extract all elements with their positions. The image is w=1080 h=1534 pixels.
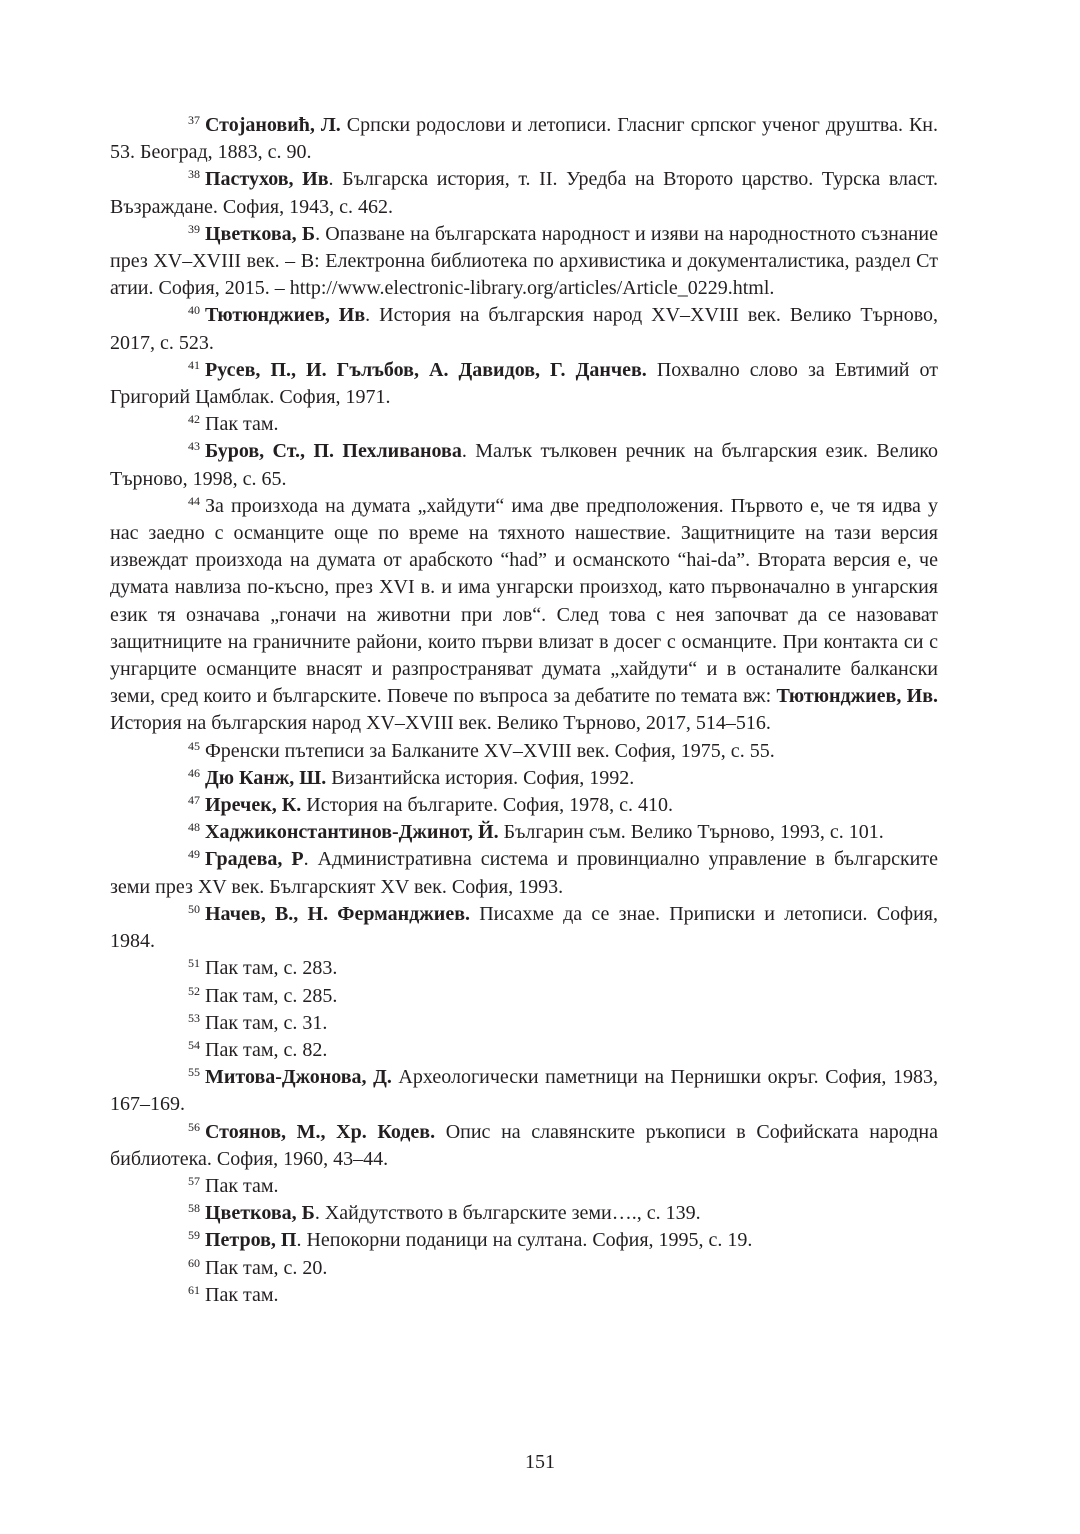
footnote [110,1119,938,1173]
footnote-author: Буров, Ст., П. Пехливанова [205,440,462,463]
footnote-number: 52 [188,983,200,998]
footnote-text: Пак там, с. 285. [205,984,338,1007]
footnote-number: 61 [188,1282,200,1297]
footnote-text: . Хайдутството в българските земи…., с. 139. [314,1202,701,1225]
footnote-text: Пак там. [205,413,279,436]
footnote-author: Тютюнджиев, Ив [205,304,366,327]
footnote-number: 47 [188,793,200,808]
footnote-text: Пак там, с. 20. [205,1256,328,1279]
footnote [110,1255,938,1282]
footnote-text: Византийска история. София, 1992. [326,766,635,789]
footnote [110,411,938,438]
footnote-author: Пастухов, Ив [205,168,329,191]
page-number: 151 [525,1451,555,1473]
footnote-number: 42 [188,412,200,427]
footnote [110,765,938,792]
footnote-number: 41 [188,357,200,372]
footnote-text: . История на българския народ XV–XVIII век. Велико Търново, 2017, с. 523. [110,304,938,354]
footnote-number: 44 [188,493,200,508]
footnote-text: История на българите. София, 1978, с. 410. [301,794,674,817]
footnote-number: 57 [188,1173,200,1188]
footnote-author: Цветкова, Б [205,222,316,245]
footnote [110,792,938,819]
footnote [110,846,938,900]
footnote-author: Петров, П [205,1229,297,1252]
footnote-text: . Българска история, т. II. Уредба на Второто царство. Турска власт. Възраждане. София, 1943, с. 462. [110,168,938,218]
footnote-number: 51 [188,956,200,971]
footnote [110,112,938,166]
footnote-text: Похвално слово за Евтимий от Григорий Цамблак. София, 1971. [110,358,938,409]
footnote [110,493,938,738]
footnote-number: 49 [188,847,200,862]
footnote [110,357,938,411]
footnote-text: . Малък тълковен речник на българския език. Велико Търново, 1998, с. 65. [110,440,938,490]
footnote [110,901,938,955]
footnote-number: 48 [188,820,200,835]
footnote [110,221,938,303]
footnote-text: Пак там, с. 31. [205,1011,328,1034]
footnote [110,1200,938,1227]
footnote-number: 46 [188,765,200,780]
footnote-number: 53 [188,1010,200,1025]
footnote [110,819,938,846]
footnote-text: Българин съм. Велико Търново, 1993, с. 101. [498,821,884,844]
footnotes-list [110,112,938,1309]
footnote-author: Русев, П., И. Гълъбов, А. Давидов, Г. Данчев. [205,358,647,381]
footnote-author: Тютюнджиев, Ив. [776,685,939,708]
footnote [110,166,938,220]
footnote-number: 39 [188,221,200,236]
footnote-author: Митова-Джонова, Д. [205,1066,392,1089]
footnote-number: 45 [188,738,200,753]
footnote [110,1227,938,1254]
footnote-number: 54 [188,1037,200,1052]
footnote-number: 59 [188,1228,200,1243]
footnote-text: Пак там, с. 283. [205,957,338,980]
footnote-author: Начев, В., Н. Ферманджиев. [205,902,470,925]
footnote [110,302,938,356]
footnote [110,1064,938,1118]
footnote-number: 43 [188,439,200,454]
footnote-author: Стојановић, Л. [205,114,341,136]
footnote-author: Хаджиконстантинов-Джинот, Й. [205,821,499,844]
footnote-text: Пак там, с. 82. [205,1038,328,1061]
footnote-number: 50 [188,901,200,916]
footnote [110,1282,938,1309]
footnote-number: 58 [188,1201,200,1216]
footnote-text: Опис на славянските ръкописи в Софийската народна библиотека. София, 1960, 43–44. [110,1120,938,1170]
footnote [110,1037,938,1064]
footnote-text: Френски пътеписи за Балканите XV–XVIII век. София, 1975, с. 55. [205,739,775,762]
footnote-text: История на българския народ XV–XVIII век. Велико Търново, 2017, 514–516. [110,712,771,735]
footnote-text: Српски родослови и летописи. Гласниг српског ученог друштва. Кн. 53. Београд, 1883, с. 90. [110,114,938,164]
footnote [110,1010,938,1037]
footnote-author: Иречек, К. [205,794,302,817]
footnote-author: Цветкова, Б [205,1202,315,1225]
footnote-number: 40 [188,303,200,318]
footnote-text: Пак там. [205,1283,279,1306]
footnote-number: 37 [188,113,200,127]
footnote [110,983,938,1010]
footnote-text: За произхода на думата „хайдути“ има две предположения. Първото е, че тя идва у нас заедно с османците още по време на тяхното нашествие. Защитниците на тази версия извеждат произхода на думата от арабското “had” и османското “hai-da”. Втората версия е, че думата навлиза по-късно, през XVI в. и има унгарски произход, като първоначално в унгарския език тя означава „гоначи на животни при лов“. След това с нея започват да се назовават защитниците на граничните райони, които първи влизат в досег с османците. При контакта си с унгарците османците внасят и разпространяват думата „хайдути“ и в останалите балкански земи, сред които и българските. Повече по въпроса за дебатите по темата вж: [110,494,938,708]
footnote [110,438,938,492]
footnote-text: . Опазване на българската народност и изяви на народностното съзнание през XV–XVIII век. – В: Електронна библиотека по архивистика и документалистика, раздел Статии. София, 2015. – http://www.electronic-library.org/articles/Article_0229.html. [110,222,939,300]
footnote-text: . Непокорни поданици на султана. София, 1995, с. 19. [296,1229,753,1252]
footnote-text: Писахме да се знае. Приписки и летописи. София, 1984. [110,902,938,953]
footnote-number: 56 [188,1119,200,1134]
footnote-number: 55 [188,1065,200,1080]
footnote-text: . Административна система и провинциално управление в българските земи през XV век. Българският XV век. София, 1993. [110,848,938,898]
footnote [110,955,938,982]
footnote-number: 38 [188,167,200,182]
footnote-text: Археологически паметници на Пернишки окръг. София, 1983, 167–169. [110,1066,938,1116]
footnote [110,1173,938,1200]
footnote [110,738,938,765]
footnote-text: Пак там. [205,1174,279,1197]
footnote-author: Дю Канж, Ш. [205,766,327,789]
footnote-author: Градева, Р [205,848,304,871]
footnote-author: Стоянов, М., Хр. Кодев. [205,1120,436,1143]
footnote-number: 60 [188,1255,200,1270]
